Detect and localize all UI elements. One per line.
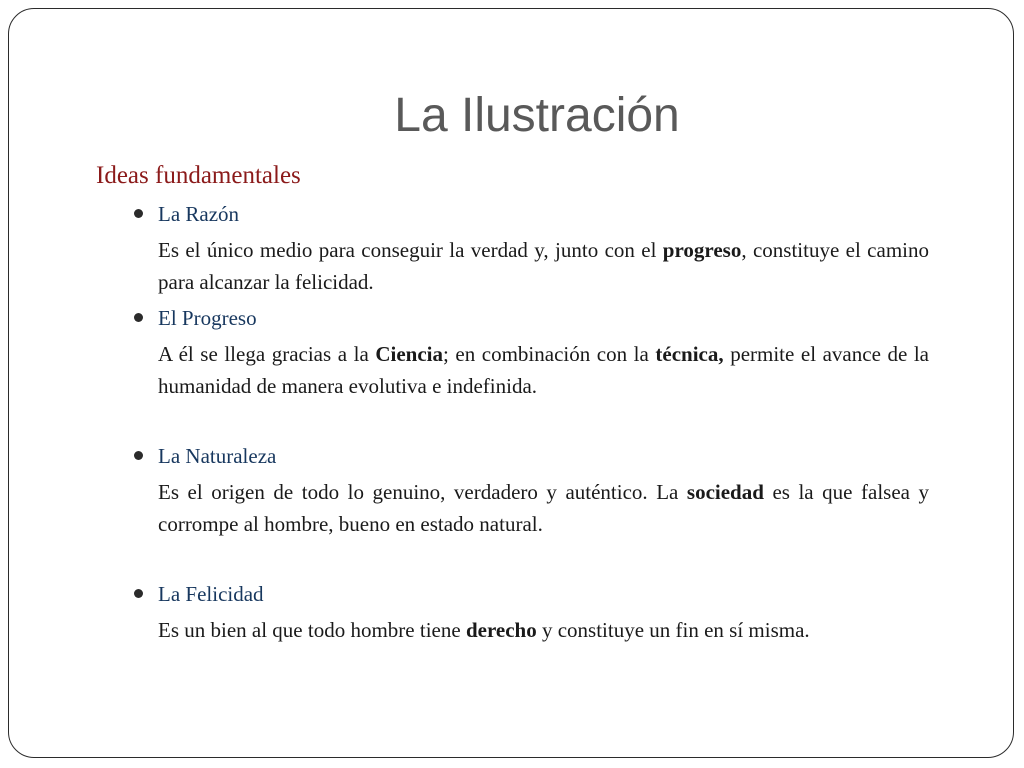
bullet-label: La Felicidad (158, 582, 264, 606)
bullet-heading (134, 440, 929, 472)
bold-term: técnica, (655, 342, 724, 366)
bullet-label: La Naturaleza (158, 444, 277, 468)
bullet-heading (134, 302, 929, 334)
bullet-description (134, 234, 929, 298)
text-run: es la que falsea y corrompe al hombre, bueno en estado natural. (158, 480, 930, 536)
text-run: Es el origen de todo lo genuino, verdadero y auténtico. La (158, 480, 687, 504)
bullet-list (134, 198, 929, 646)
bullet-heading (134, 578, 929, 610)
bullet-dot-icon (134, 313, 143, 322)
list-item (134, 440, 929, 540)
slide-title: La Ilustración (394, 89, 680, 142)
bold-term: Ciencia (375, 342, 443, 366)
text-run: ; en combinación con la (443, 342, 656, 366)
list-item (134, 578, 929, 646)
bullet-dot-icon (134, 589, 143, 598)
subheading: Ideas fundamentales (96, 162, 301, 189)
bullet-dot-icon (134, 451, 143, 460)
bullet-description (134, 476, 929, 540)
bullet-label: El Progreso (158, 306, 257, 330)
bullet-description (134, 614, 929, 646)
bullet-description (134, 338, 929, 402)
bold-term: progreso (662, 238, 742, 262)
text-run: Es un bien al que todo hombre tiene (158, 618, 466, 642)
text-run: y constituye un fin en sí misma. (536, 618, 810, 642)
text-run: permite el avance de la humanidad de manera evolutiva e indefinida. (158, 342, 929, 398)
list-item (134, 198, 929, 298)
bold-term: derecho (465, 618, 537, 642)
bold-term: sociedad (686, 480, 764, 504)
list-item (134, 302, 929, 402)
bullet-dot-icon (134, 209, 143, 218)
text-run: , constituye el camino para alcanzar la felicidad. (158, 238, 929, 294)
text-run: A él se llega gracias a la (158, 342, 376, 366)
bullet-heading (134, 198, 929, 230)
bullet-label: La Razón (158, 202, 240, 226)
text-run: Es el único medio para conseguir la verdad y, junto con el (158, 238, 663, 262)
